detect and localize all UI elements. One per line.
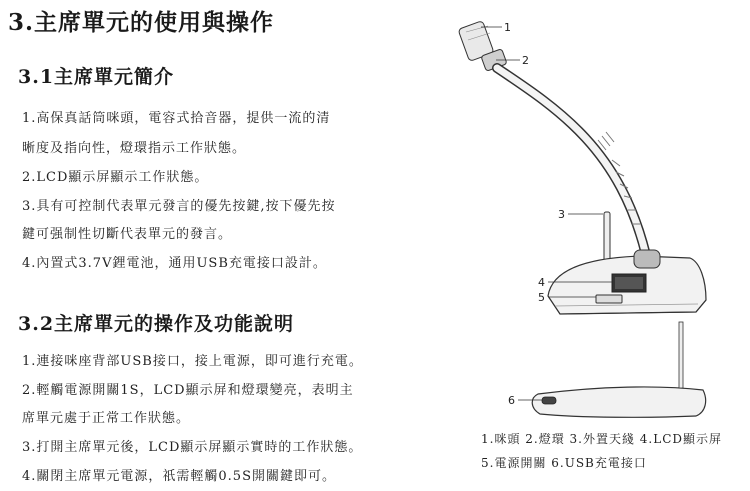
callout-4: 4 (538, 276, 545, 289)
antenna-icon (604, 212, 610, 264)
operation-line-1: 1.連接咪座背部USB接口，接上電源，即可進行充電。 (22, 354, 363, 369)
operation-line-2: 2.輕觸電源開關1S，LCD顯示屏和燈環變亮，表明主 (22, 383, 354, 398)
figure-legend-line-2: 5.電源開關 6.USB充電接口 (481, 456, 647, 470)
callout-1: 1 (504, 21, 511, 34)
gooseneck-icon (497, 68, 646, 255)
section-heading-intro: 3.1主席單元簡介 (18, 66, 175, 88)
callout-6: 6 (508, 394, 515, 407)
section-heading-operation: 3.2主席單元的操作及功能說明 (18, 313, 295, 335)
intro-line-3: 2.LCD顯示屏顯示工作狀態。 (22, 170, 209, 185)
lcd-display-icon (612, 274, 646, 292)
operation-line-4: 3.打開主席單元後，LCD顯示屏顯示實時的工作狀態。 (22, 440, 363, 455)
page-title: 3.主席單元的使用與操作 (8, 9, 275, 36)
callout-5: 5 (538, 291, 545, 304)
intro-line-6: 4.內置式3.7V鋰電池，通用USB充電接口設計。 (22, 256, 327, 271)
figure-legend-line-1: 1.咪頭 2.燈環 3.外置天綫 4.LCD顯示屏 (481, 432, 723, 446)
intro-line-4: 3.具有可控制代表單元發言的優先按鍵,按下優先按 (22, 199, 336, 214)
intro-line-1: 1.高保真話筒咪頭，電容式拾音器，提供一流的清 (22, 111, 331, 126)
power-switch-icon (596, 295, 622, 303)
base-side-view-icon (532, 322, 705, 417)
callout-2: 2 (522, 54, 529, 67)
usb-port-icon (542, 397, 556, 404)
callout-3: 3 (558, 208, 565, 221)
operation-line-3: 席單元處于正常工作狀態。 (22, 411, 191, 426)
intro-line-2: 晰度及指向性，燈環指示工作狀態。 (22, 141, 247, 156)
intro-line-5: 鍵可强制性切斷代表單元的發言。 (22, 227, 233, 242)
operation-line-5: 4.關閉主席單元電源，祇需輕觸0.5S開關鍵即可。 (22, 469, 336, 484)
